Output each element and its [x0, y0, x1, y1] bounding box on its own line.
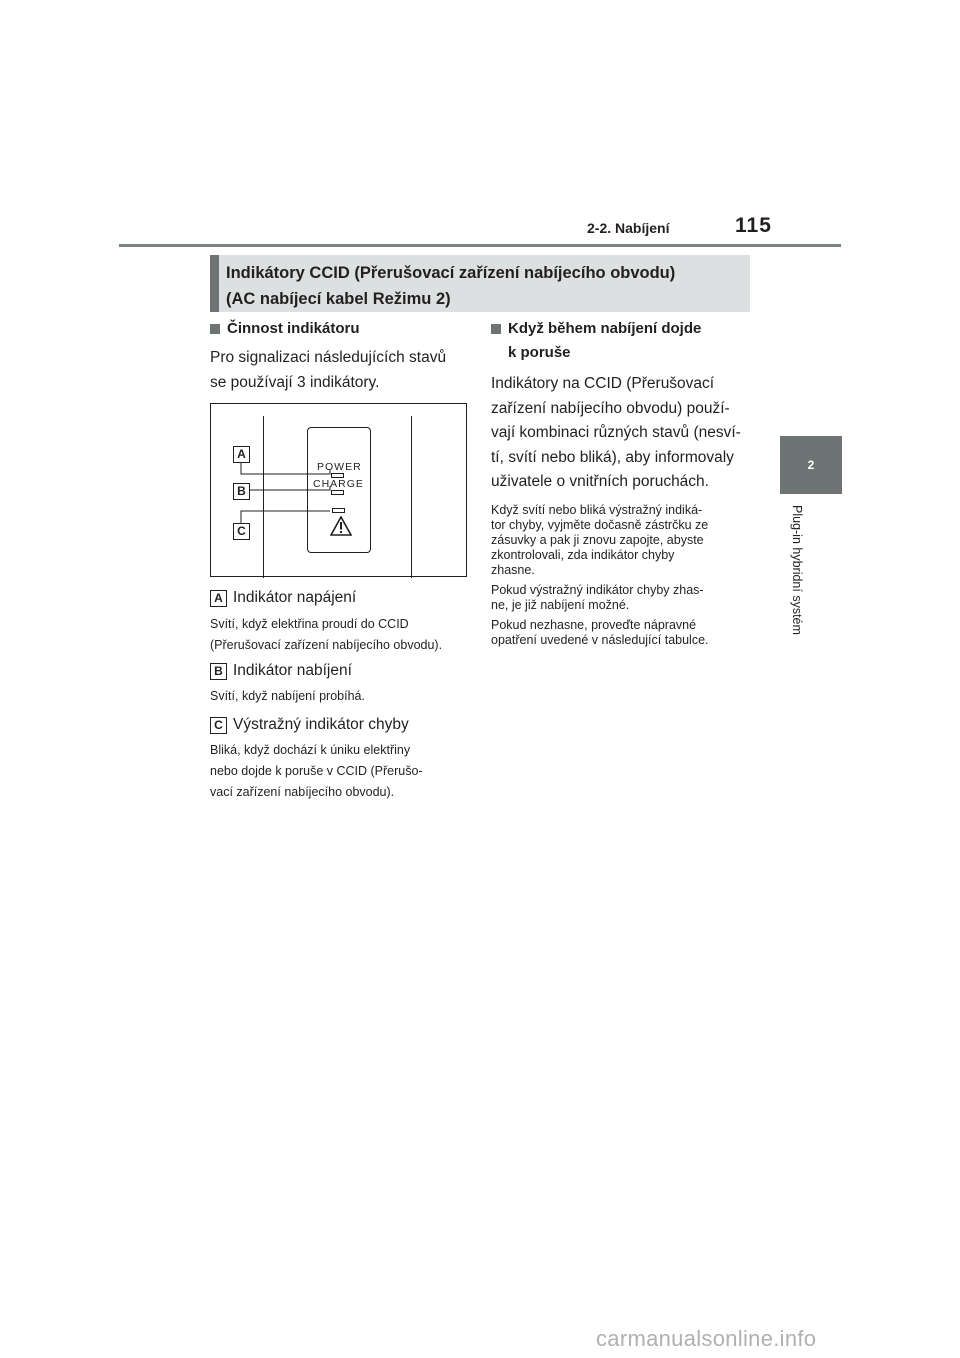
note-line: Pokud výstražný indikátor chyby zhas-	[491, 582, 704, 597]
subheading-text: Činnost indikátoru	[227, 320, 360, 337]
body-line: Indikátory na CCID (Přerušovací	[491, 375, 715, 392]
legend-desc-line: Bliká, když dochází k úniku elektřiny	[210, 743, 411, 757]
header-section-title: 2-2. Nabíjení	[587, 220, 670, 236]
legend-desc-power	[210, 614, 475, 656]
chapter-title-container	[786, 505, 806, 665]
note-line: tor chyby, vyjměte dočasně zástrčku ze	[491, 517, 709, 532]
footer-watermark: carmanualsonline.info	[596, 1326, 817, 1351]
note-line: Pokud nezhasne, proveďte nápravné	[491, 617, 697, 632]
intro-paragraph	[210, 346, 472, 395]
chapter-title: Plug-in hybridní systém	[790, 505, 804, 635]
legend-desc-charge	[210, 686, 475, 707]
note-unplug	[491, 503, 751, 578]
legend-desc-line: vací zařízení nabíjecího obvodu).	[210, 785, 395, 799]
section-heading-line1: Indikátory CCID (Přerušovací zařízení nabíjecího obvodu)	[226, 264, 676, 282]
page-number: 115	[735, 214, 772, 237]
subheading-text	[508, 318, 701, 364]
note-line: Když svítí nebo bliká výstražný indiká-	[491, 502, 703, 517]
note-line: zkontrolovali, zda indikátor chyby	[491, 547, 675, 562]
right-column	[491, 318, 751, 648]
section-heading-line2: (AC nabíjecí kabel Režimu 2)	[226, 290, 451, 308]
note-line: ne, je již nabíjení možné.	[491, 597, 630, 612]
legend-item-error	[210, 716, 409, 734]
power-label: POWER	[317, 461, 362, 473]
legend-key-b: B	[210, 663, 227, 680]
square-bullet-icon	[491, 324, 501, 334]
note-line: zhasne.	[491, 562, 535, 577]
note-corrective-action	[491, 618, 751, 648]
subheading-line: k poruše	[508, 344, 571, 361]
legend-label-charge: Indikátor nabíjení	[233, 662, 352, 679]
intro-line: Pro signalizaci následujících stavů	[210, 349, 447, 366]
body-line: zařízení nabíjecího obvodu) použí-	[491, 399, 730, 417]
figure-callout-a: A	[233, 446, 250, 463]
legend-desc-line: (Přerušovací zařízení nabíjecího obvodu).	[210, 638, 443, 652]
legend-item-charge	[210, 662, 352, 680]
note-line: opatření uvedené v následující tabulce.	[491, 632, 709, 647]
body-line: tí, svítí nebo bliká), aby informovaly	[491, 448, 734, 466]
legend-key-c: C	[210, 717, 227, 734]
section-heading-box	[210, 255, 750, 312]
malfunction-paragraph	[491, 372, 751, 495]
figure-callout-c: C	[233, 523, 250, 540]
chapter-tab	[780, 436, 842, 494]
subheading-line: Když během nabíjení dojde	[508, 320, 702, 337]
legend-desc-line: Svítí, když nabíjení probíhá.	[210, 689, 365, 703]
legend-desc-line: nebo dojde k poruše v CCID (Přerušo-	[210, 764, 423, 778]
square-bullet-icon	[210, 324, 220, 334]
left-column	[210, 318, 472, 395]
note-charging-possible	[491, 583, 751, 613]
header-divider	[119, 244, 841, 247]
legend-key-a: A	[210, 590, 227, 607]
body-line: vají kombinaci různých stavů (nesví-	[491, 424, 741, 441]
charge-label: CHARGE	[313, 478, 364, 490]
legend-label-power: Indikátor napájení	[233, 589, 357, 606]
legend-item-power	[210, 589, 356, 607]
chapter-number: 2	[807, 458, 815, 472]
body-line: uživatele o vnitřních poruchách.	[491, 473, 709, 490]
legend-desc-error	[210, 740, 475, 803]
note-line: zásuvky a pak ji znovu zapojte, abyste	[491, 532, 704, 547]
figure-callout-b: B	[233, 483, 250, 500]
intro-line: se používají 3 indikátory.	[210, 373, 380, 391]
subheading-indicator-operation	[210, 318, 472, 340]
legend-label-error: Výstražný indikátor chyby	[233, 716, 409, 733]
ccid-indicator-figure	[210, 403, 467, 577]
legend-desc-line: Svítí, když elektřina proudí do CCID	[210, 617, 409, 631]
subheading-malfunction	[491, 318, 751, 364]
